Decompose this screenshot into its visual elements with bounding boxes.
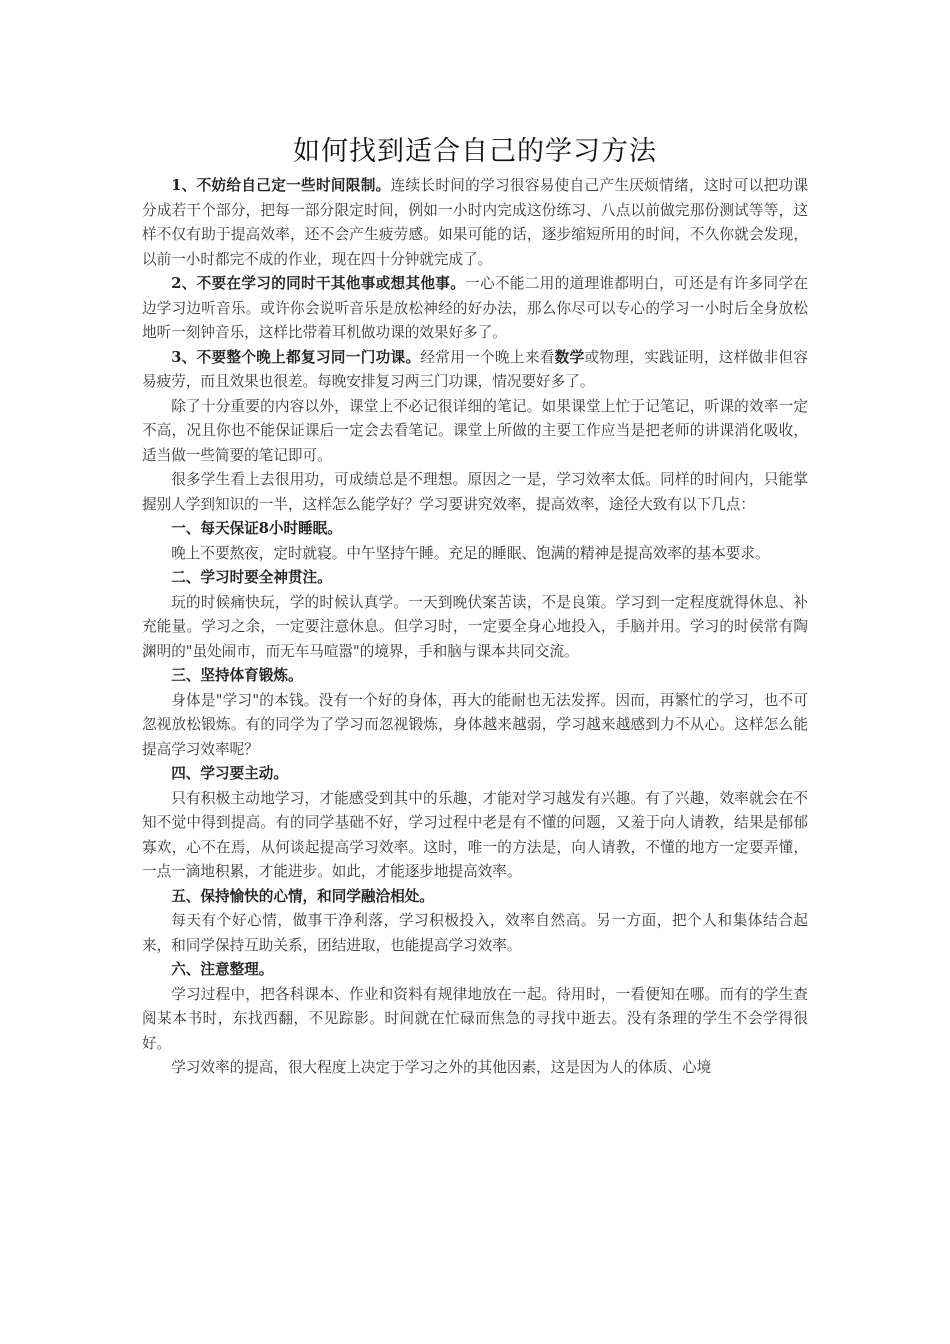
paragraph-exercise: 身体是"学习"的本钱。没有一个好的身体，再大的能耐也无法发挥。因而，再繁忙的学习，也不可忽视放松锻炼。有的同学为了学习而忽视锻炼，身体越来越弱，学习越来越感到力不从心。这样怎么能提高学习效率呢？ [142,691,808,758]
tip-3-heading: 3、不要整个晚上都复习同一门功课。 [171,348,421,366]
paragraph-organize: 学习过程中，把各科课本、作业和资料有规律地放在一起。待用时，一看便知在哪。而有的学生查阅某本书时，东找西翻，不见踪影。时间就在忙碌而焦急的寻找中逝去。没有条理的学生不会学得很好。 [142,985,808,1052]
paragraph-closing: 学习效率的提高，很大程度上决定于学习之外的其他因素，这是因为人的体质、心境 [171,1059,712,1076]
section-heading-sleep: 一、每天保证8小时睡眠。 [171,520,342,537]
section-heading-focus: 二、学习时要全神贯注。 [171,569,332,586]
paragraph-notes: 除了十分重要的内容以外，课堂上不必记很详细的笔记。如果课堂上忙于记笔记，听课的效率一定不高，况且你也不能保证课后一定会去看笔记。课堂上所做的主要工作应当是把老师的讲课消化吸收，适当做一些简要的笔记即可。 [142,397,808,464]
section-heading-exercise: 三、坚持体育锻炼。 [171,667,303,684]
section-heading-mood: 五、保持愉快的心情，和同学融洽相处。 [171,887,434,905]
document-title: 如何找到适合自己的学习方法 [293,136,657,167]
paragraph-efficiency: 很多学生看上去很用功，可成绩总是不理想。原因之一是，学习效率太低。同样的时间内，只能掌握别人学到知识的一半，这样怎么能学好？学习要讲究效率，提高效率，途径大致有以下几点： [142,471,808,513]
paragraph-initiative: 只有积极主动地学习，才能感受到其中的乐趣，才能对学习越发有兴趣。有了兴趣，效率就会在不知不觉中得到提高。有的同学基础不好，学习过程中老是有不懂的问题，又羞于向人请教，结果是郁郁寡欢，心不在焉，从何谈起提高学习效率。这时，唯一的方法是，向人请教，不懂的地方一定要弄懂，一点一滴地积累，才能进步。如此，才能逐步地提高效率。 [142,789,808,880]
section-heading-initiative: 四、学习要主动。 [171,765,288,782]
tip-2-text: 一心不能二用的道理谁都明白，可还是有许多同学在边学习边听音乐。或许你会说听音乐是放松神经的好办法，那么你尽可以专心的学习一小时后全身放松地听一刻钟音乐，这样比带着耳机做功课的效果好多了。 [142,275,808,341]
paragraph-3 [142,346,808,395]
paragraph-focus: 玩的时候痛快玩，学的时候认真学。一天到晚伏案苦读，不是良策。学习到一定程度就得休息、补充能量。学习之余，一定要注意休息。但学习时，一定要全身心地投入，手脑并用。学习的时侯常有陶渊明的"虽处闹市，而无车马喧嚣"的境界，手和脑与课本共同交流。 [142,593,808,660]
paragraph-1 [142,174,808,272]
math-keyword: 数学 [554,348,585,366]
tip-2-heading: 2、不要在学习的同时干其他事或想其他事。 [171,275,466,292]
document-body [142,174,808,1081]
tip-3-text-a: 经常用一个晚上来看 [420,348,555,366]
tip-3-text-b: 或物理，实践证明，这样做非但容易疲劳，而且效果也很差。每晚安排复习两三门功课，情况要好多了。 [142,348,808,390]
paragraph-2 [142,272,808,346]
paragraph-sleep: 晚上不要熬夜，定时就寝。中午坚持午睡。充足的睡眠、饱满的精神是提高效率的基本要求。 [171,544,770,562]
tip-1-heading: 1、不妨给自己定一些时间限制。 [171,177,391,194]
paragraph-mood: 每天有个好心情，做事干净利落，学习积极投入，效率自然高。另一方面，把个人和集体结合起来，和同学保持互助关系，团结进取，也能提高学习效率。 [142,912,808,954]
section-heading-organize: 六、注意整理。 [171,961,274,978]
tip-1-text: 连续长时间的学习很容易使自己产生厌烦情绪，这时可以把功课分成若干个部分，把每一部分限定时间，例如一小时内完成这份练习、八点以前做完那份测试等等，这样不仅有助于提高效率，还不会产生疲劳感。如果可能的话，逐步缩短所用的时间，不久你就会发现，以前一小时都完不成的作业，现在四十分钟就完成了。 [142,177,808,268]
